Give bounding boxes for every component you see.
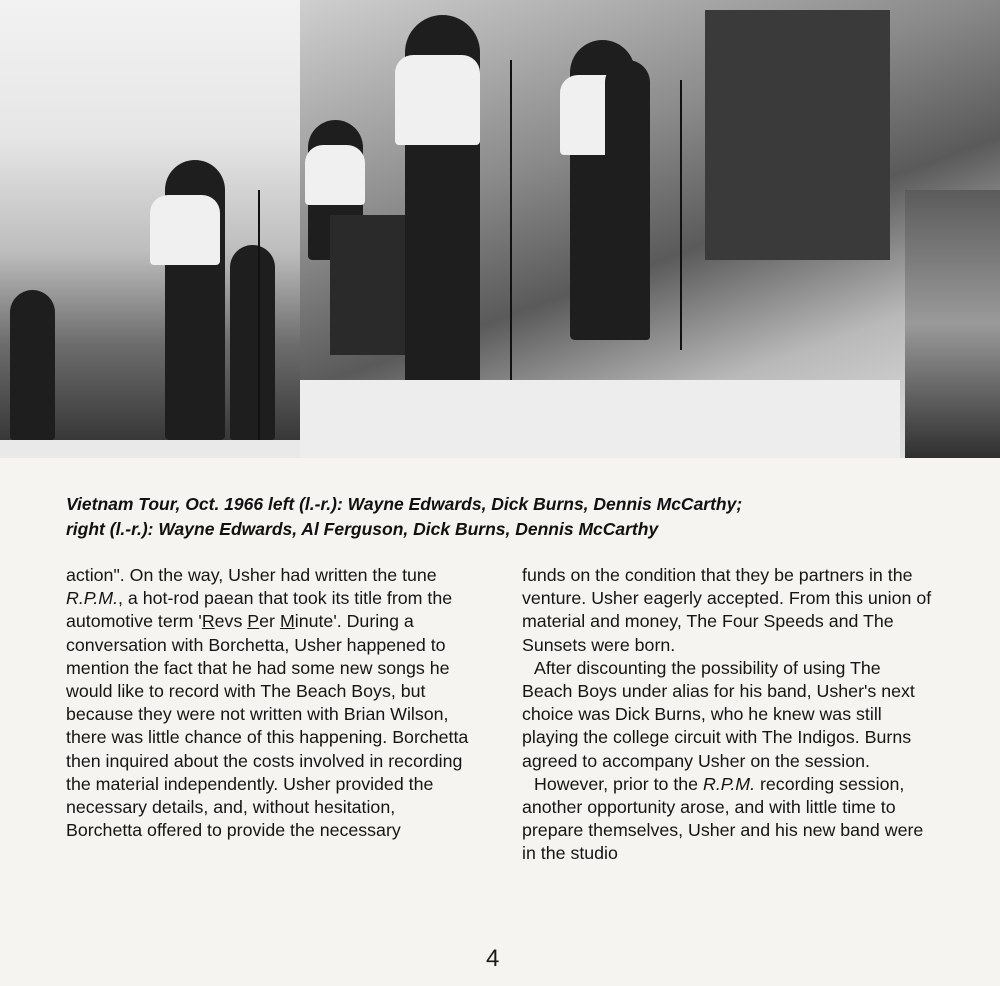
paragraph: funds on the condition that they be partners in the venture. Usher eagerly accepted. From this union of material and money, The Four Speeds and The Sunsets were born. (522, 565, 932, 655)
paragraph: However, prior to the R.P.M. recording session, another opportunity arose, and with little time to prepare themselves, Usher and his new band were in the studio (522, 773, 924, 864)
photo-left-band-on-stage (0, 0, 300, 458)
paragraph: After discounting the possibility of using The Beach Boys under alias for his band, Usher's next choice was Dick Burns, who he knew was still playing the college circuit with The Indigos. Burns agreed to accompany Usher on the session. (522, 657, 915, 771)
page-number: 4 (486, 945, 500, 972)
caption-line-1: Vietnam Tour, Oct. 1966 left (l.-r.): Wayne Edwards, Dick Burns, Dennis McCarthy; (66, 494, 743, 514)
text-column-left (66, 564, 476, 842)
photo-caption (66, 492, 946, 542)
paragraph: action". On the way, Usher had written the tune R.P.M., a hot-rod paean that took its title from the automotive term 'Revs Per Minute'. During a conversation with Borchetta, Usher happened to mention the fact that he had some new songs he would like to record with The Beach Boys, but because they were not written with Brian Wilson, there was little chance of this happening. Borchetta then inquired about the costs involved in recording the material independently. Usher provided the necessary details, and, without hesitation, Borchetta offered to provide the necessary (66, 565, 469, 841)
photo-right-band-on-stage (300, 0, 1000, 458)
text-column-right (522, 564, 932, 866)
photo-strip (0, 0, 1000, 458)
caption-line-2: right (l.-r.): Wayne Edwards, Al Ferguson, Dick Burns, Dennis McCarthy (66, 519, 659, 539)
